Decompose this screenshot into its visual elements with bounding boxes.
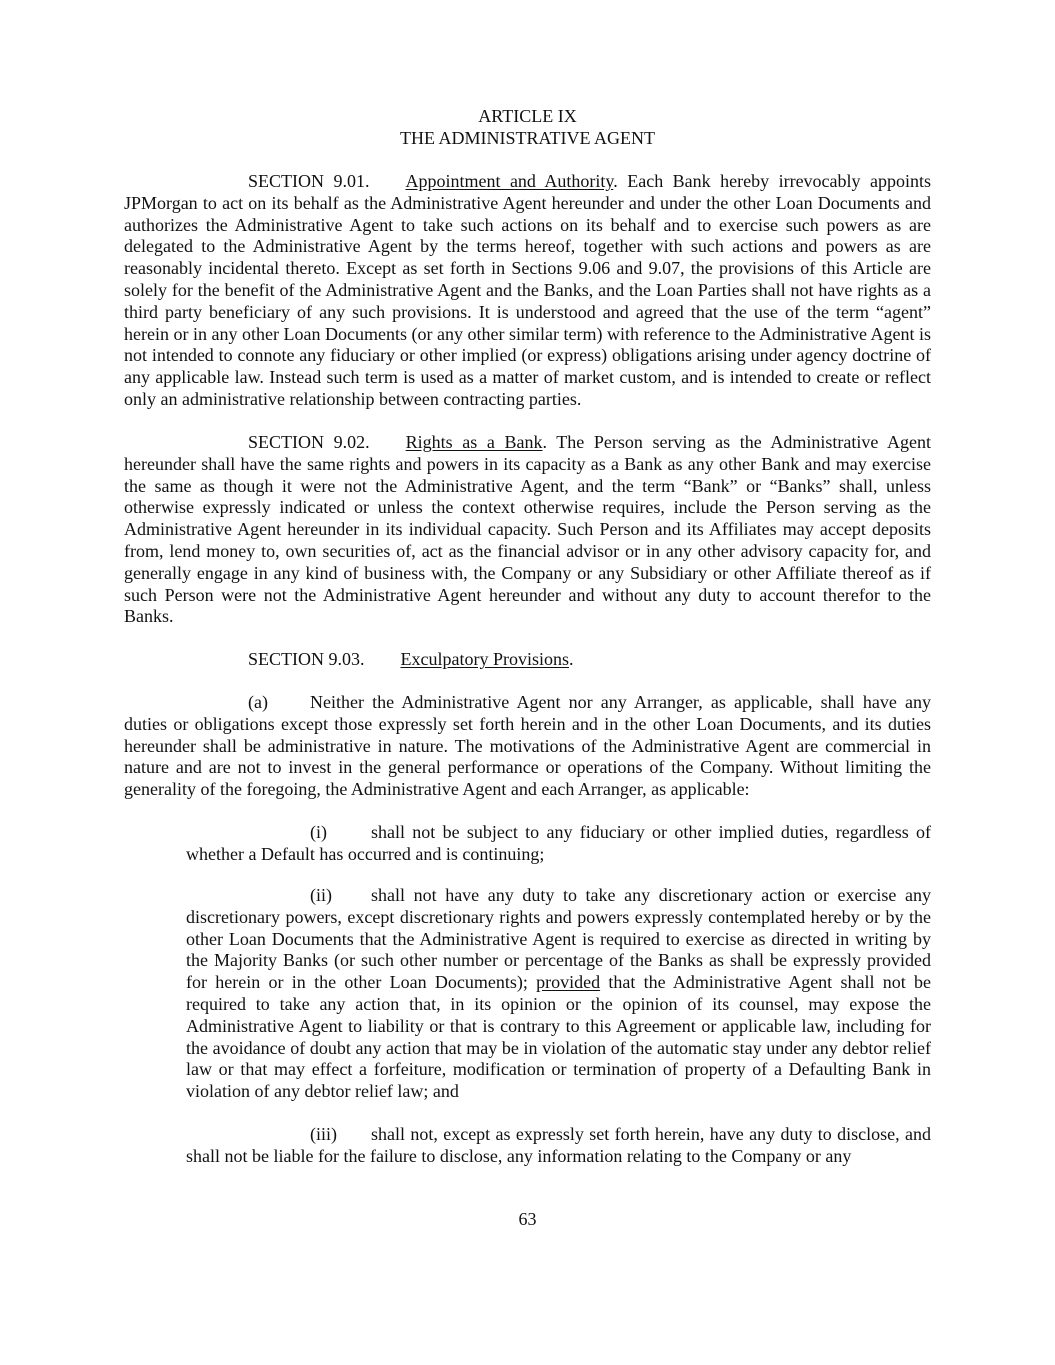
section-9-01-title: Appointment and Authority <box>405 171 614 191</box>
section-9-03-number: SECTION 9.03. <box>248 649 365 669</box>
section-9-02-paragraph <box>124 432 931 628</box>
clause-a-text: Neither the Administrative Agent nor any Arranger, as applicable, shall have any duties or obligations except those expressly set forth herein and in the other Loan Documents, and its duties hereunder shall be administrative in nature. The motivations of the Administrative Agent are commercial in nature and are not to invest in the general performance or operations of the Company. Without limiting the generality of the foregoing, the Administrative Agent and each Arranger, as applicable: <box>124 692 931 800</box>
item-ii-paragraph <box>186 885 931 1103</box>
article-number: ARTICLE IX <box>478 106 577 126</box>
item-iii-label: (iii) <box>310 1124 337 1144</box>
section-9-02-number: SECTION 9.02. <box>248 432 370 452</box>
section-9-01-number: SECTION 9.01. <box>248 171 370 191</box>
clause-a-paragraph <box>124 692 931 801</box>
item-ii-provided: provided <box>536 972 601 993</box>
article-title: THE ADMINISTRATIVE AGENT <box>400 128 655 148</box>
item-iii-text: shall not, except as expressly set forth herein, have any duty to disclose, and shall not be liable for the failure to disclose, any information relating to the Company or any <box>186 1124 931 1166</box>
item-ii-text-after: that the Administrative Agent shall not be required to take any action that, in its opinion or the opinion of its counsel, may expose the Administrative Agent to liability or that is contrary to this Agreement or applicable law, including for the avoidance of doubt any action that may be in violation of the automatic stay under any debtor relief law or that may effect a forfeiture, modification or termination of property of a Defaulting Bank in violation of any debtor relief law; and <box>186 972 932 1102</box>
section-9-01-paragraph <box>124 171 931 411</box>
clause-a-label: (a) <box>248 692 268 712</box>
page-number: 63 <box>518 1209 537 1229</box>
section-9-03-period: . <box>569 649 574 669</box>
section-9-02-text: . The Person serving as the Administrative Agent hereunder shall have the same rights and powers in its capacity as a Bank as any other Bank and may exercise the same as though it were not the Administrative Agent, and the term “Bank” or “Banks” shall, unless otherwise expressly indicated or unless the context otherwise requires, include the Person serving as the Administrative Agent hereunder in its individual capacity. Such Person and its Affiliates may accept deposits from, lend money to, own securities of, act as the financial advisor or in any other advisory capacity for, and generally engage in any kind of business with, the Company or any Subsidiary or other Affiliate thereof as if such Person were not the Administrative Agent hereunder and without any duty to account therefor to the Banks. <box>124 432 931 627</box>
item-i-text: shall not be subject to any fiduciary or other implied duties, regardless of whether a Default has occurred and is continuing; <box>186 822 931 864</box>
section-9-03-title: Exculpatory Provisions <box>400 649 569 669</box>
item-ii-label: (ii) <box>310 885 332 905</box>
section-9-01-text: . Each Bank hereby irrevocably appoints JPMorgan to act on its behalf as the Administrative Agent hereunder and under the other Loan Documents and authorizes the Administrative Agent to take such actions on its behalf and to exercise such powers as are delegated to the Administrative Agent by the terms hereof, together with such actions and powers as are reasonably incidental thereto. Except as set forth in Sections 9.06 and 9.07, the provisions of this Article are solely for the benefit of the Administrative Agent and the Banks, and the Loan Parties shall not have rights as a third party beneficiary of any such provisions. It is understood and agreed that the use of the term “agent” herein or in any other Loan Documents (or any other similar term) with reference to the Administrative Agent is not intended to connote any fiduciary or other implied (or express) obligations arising under agency doctrine of any applicable law. Instead such term is used as a matter of market custom, and is intended to create or reflect only an administrative relationship between contracting parties. <box>124 171 931 409</box>
section-9-02-title: Rights as a Bank <box>405 432 543 452</box>
item-i-label: (i) <box>310 822 327 842</box>
section-9-03-heading <box>124 649 931 671</box>
item-iii-paragraph <box>186 1124 931 1168</box>
item-i-paragraph <box>186 822 931 866</box>
item-ii-text-before: shall not have any duty to take any discretionary action or exercise any discretionary powers, except discretionary rights and powers expressly contemplated hereby or by the other Loan Documents that the Administrative Agent is required to exercise as directed in writing by the Majority Banks (or such other number or percentage of the Banks as shall be expressly provided for herein or in the other Loan Documents); <box>186 885 931 993</box>
